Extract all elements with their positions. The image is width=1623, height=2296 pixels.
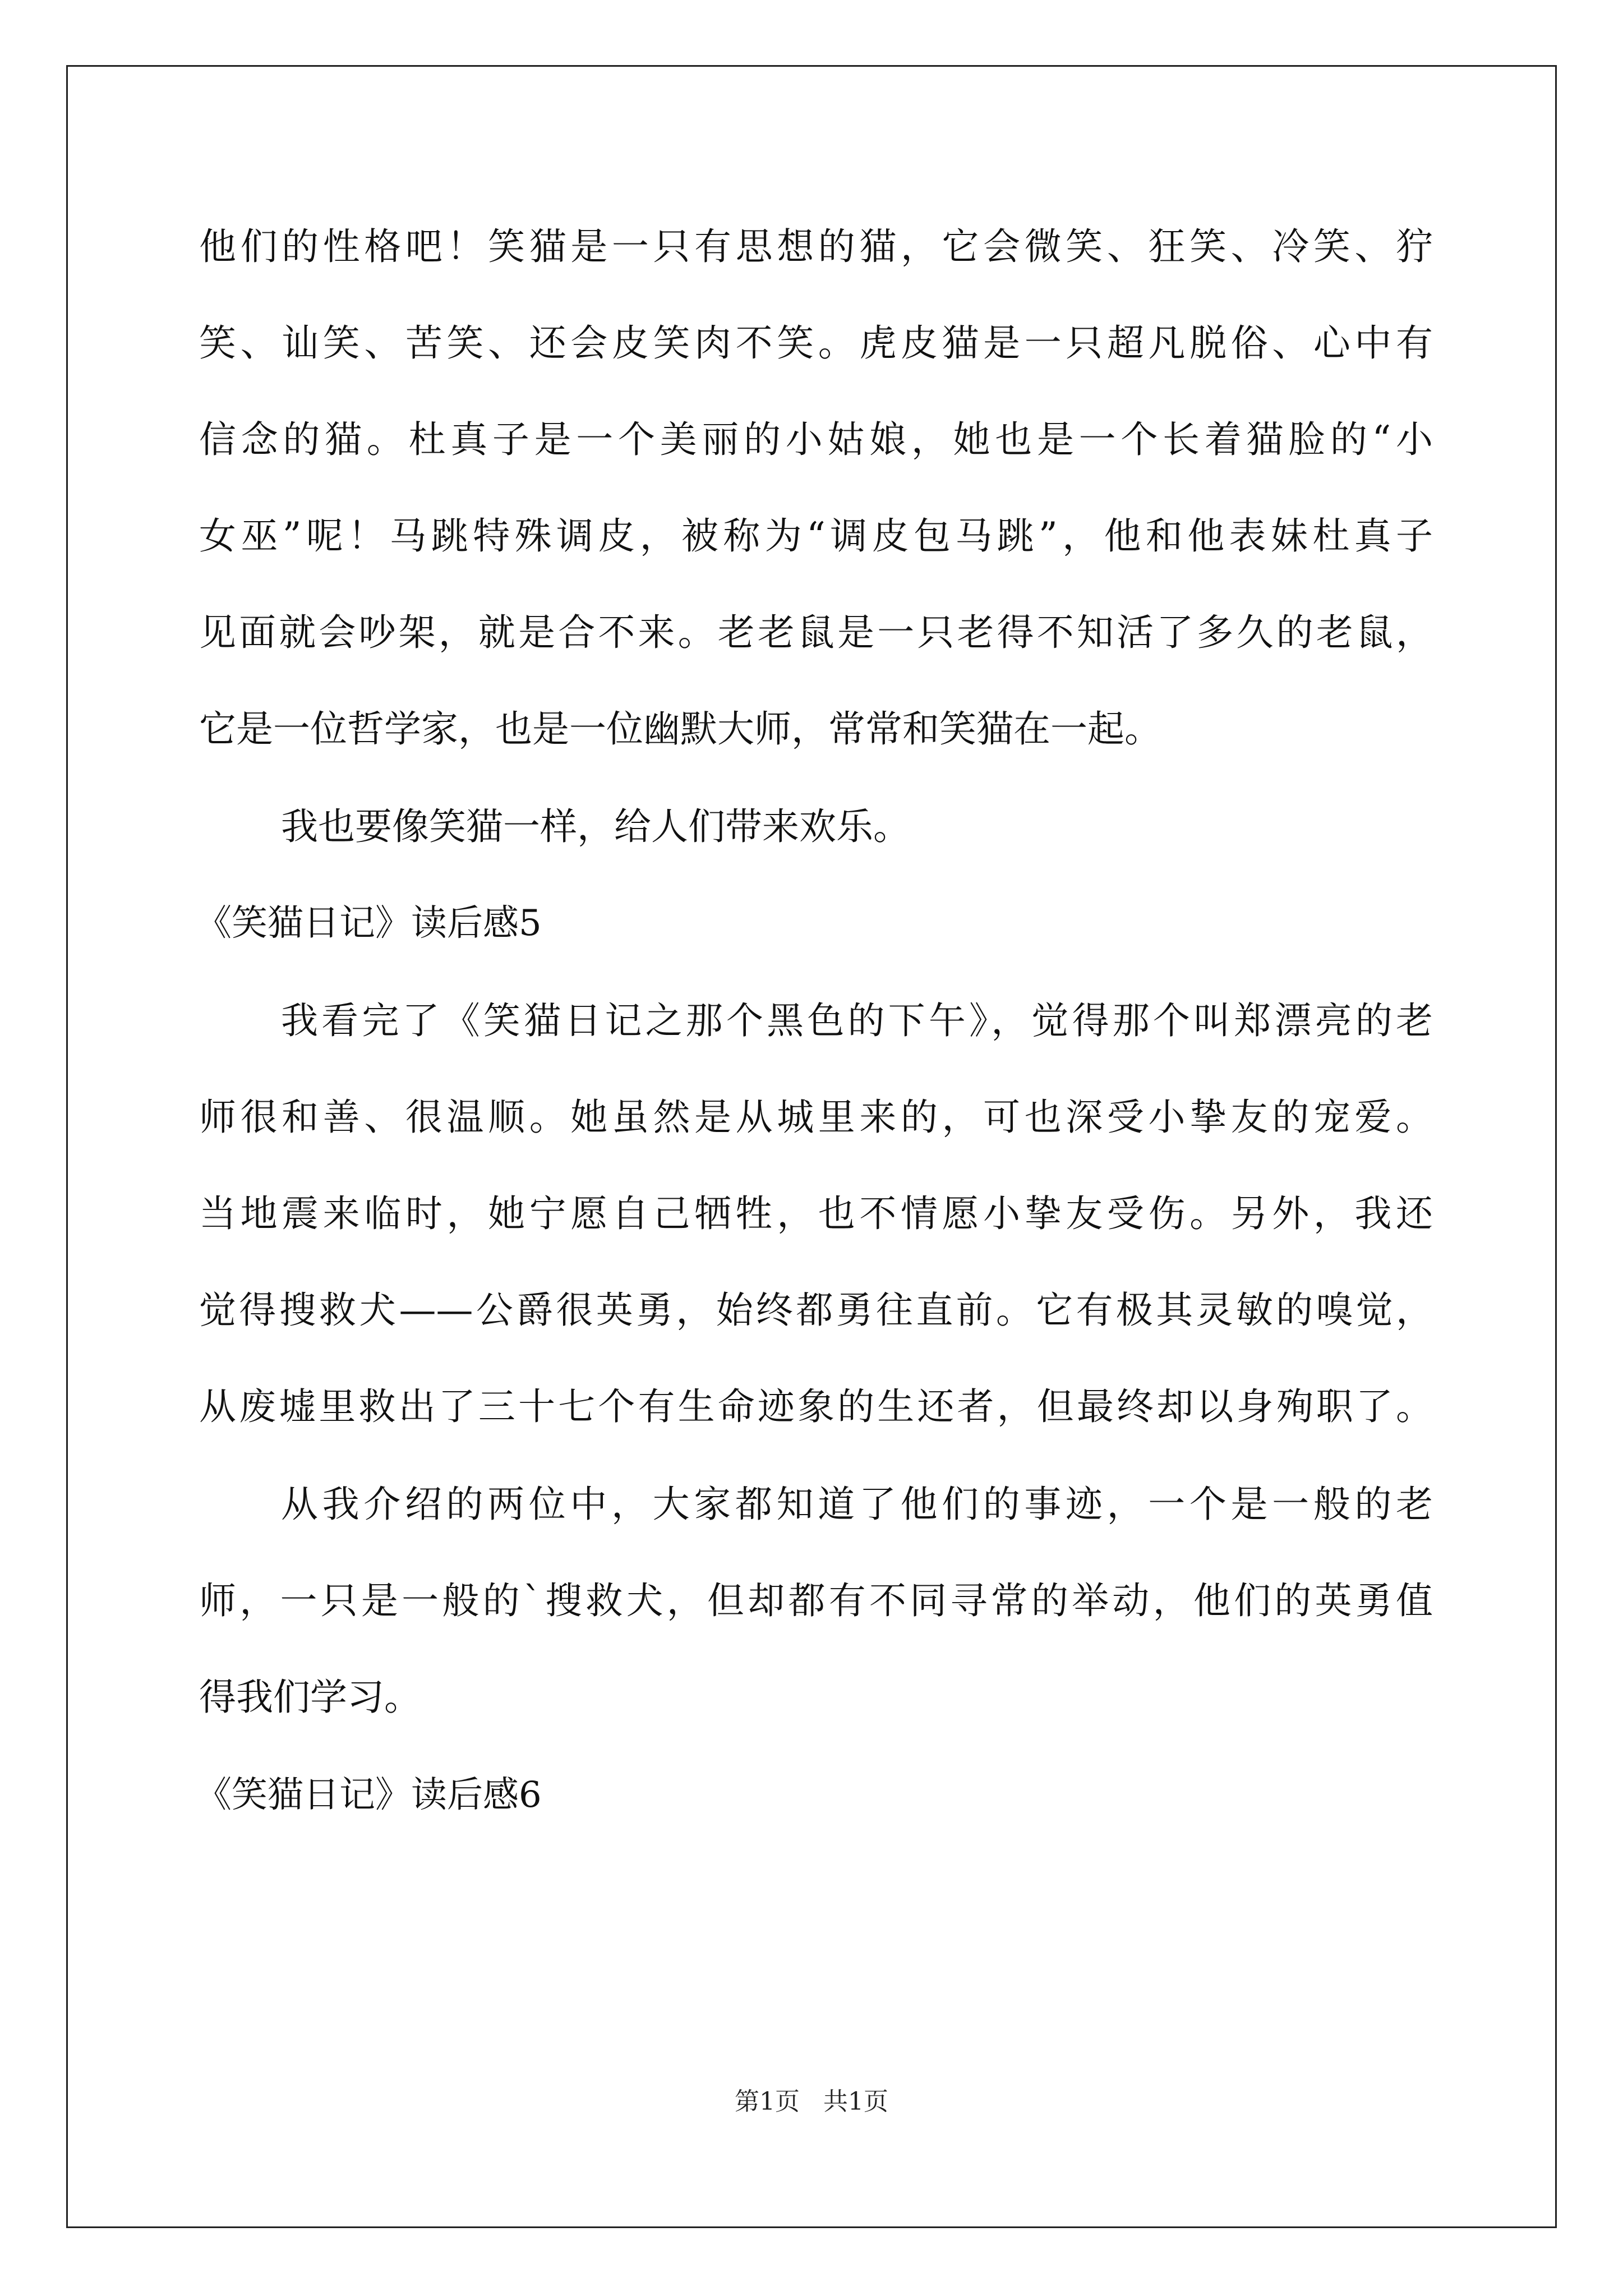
text-line: 笑、讪笑、苦笑、还会皮笑肉不笑。虎皮猫是一只超凡脱俗、心中有 (199, 321, 1433, 365)
text-line: 女巫”呢！马跳特殊调皮，被称为“调皮包马跳”，他和他表妹杜真子 (199, 514, 1433, 558)
paragraph-first-line: 从我介绍的两位中，大家都知道了他们的事迹，一个是一般的老 (281, 1483, 1433, 1526)
page-footer: 第1页 共1页 (735, 2087, 888, 2116)
text-line: 信念的猫。杜真子是一个美丽的小姑娘，她也是一个长着猫脸的“小 (199, 418, 1433, 461)
text-line: 它是一位哲学家，也是一位幽默大师，常常和笑猫在一起。 (199, 707, 1161, 751)
text-line: 他们的性格吧！笑猫是一只有思想的猫，它会微笑、狂笑、冷笑、狞 (199, 225, 1433, 268)
text-line: 从废墟里救出了三十七个有生命迹象的生还者，但最终却以身殉职了。 (199, 1385, 1433, 1428)
section-heading: 《笑猫日记》读后感5 (196, 903, 542, 944)
paragraph-first-line: 我也要像笑猫一样，给人们带来欢乐。 (281, 805, 910, 848)
paragraph-first-line: 我看完了《笑猫日记之那个黑色的下午》，觉得那个叫郑漂亮的老 (281, 999, 1433, 1042)
text-line: 师，一只是一般的`搜救犬，但却都有不同寻常的举动，他们的英勇值 (199, 1579, 1433, 1622)
text-line: 师很和善、很温顺。她虽然是从城里来的，可也深受小挚友的宠爱。 (199, 1096, 1433, 1139)
section-heading: 《笑猫日记》读后感6 (196, 1774, 542, 1816)
text-line: 觉得搜救犬——公爵很英勇，始终都勇往直前。它有极其灵敏的嗅觉， (199, 1289, 1433, 1332)
text-line: 见面就会吵架，就是合不来。老老鼠是一只老得不知活了多久的老鼠， (199, 611, 1433, 654)
text-line: 当地震来临时，她宁愿自己牺牲，也不情愿小挚友受伤。另外，我还 (199, 1192, 1433, 1235)
text-line: 得我们学习。 (199, 1676, 421, 1719)
page-border (66, 65, 1557, 2228)
